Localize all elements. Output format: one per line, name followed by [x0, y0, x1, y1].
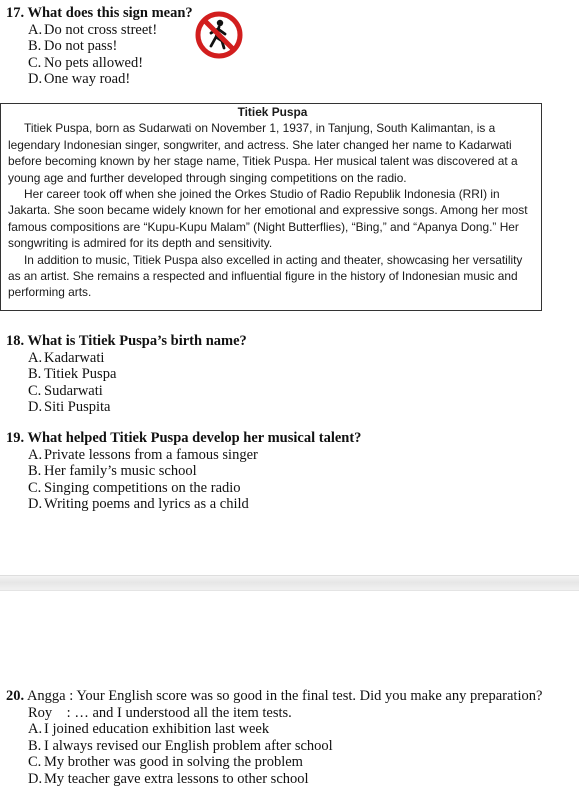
option-a[interactable]: A. Private lessons from a famous singer — [28, 446, 258, 463]
question-18 — [6, 333, 247, 416]
question-19-stem: 19. What helped Titiek Puspa develop her musical talent? — [6, 430, 362, 446]
question-20 — [6, 688, 542, 787]
option-a[interactable]: A. Do not cross street! — [28, 21, 158, 38]
question-19 — [6, 430, 361, 513]
option-c[interactable]: C. Sudarwati — [28, 382, 103, 399]
option-c[interactable]: C. No pets allowed! — [28, 54, 144, 71]
passage-paragraph: Her career took off when she joined the Orkes Studio of Radio Republik Indonesia (RRI) in Jakarta. She soon became widely known for her emotional and expressive songs. Among her most famous compositions are “Kupu-Kupu Malam” (Night Butterflies), “Bing,” and “Apanya Dong.” Her songwriting is admired for its depth and sensitivity. — [8, 187, 528, 251]
option-a[interactable]: A. Kadarwati — [28, 349, 105, 366]
question-17 — [6, 5, 193, 88]
question-20-stem: 20. Angga : Your English score was so good in the final test. Did you make any preparation? — [6, 688, 543, 704]
passage-paragraph: In addition to music, Titiek Puspa also excelled in acting and theater, showcasing her versatility as an artist. She remains a respected and influential figure in the history of Indonesian music and performing arts. — [8, 252, 523, 300]
question-18-stem: 18. What is Titiek Puspa’s birth name? — [6, 333, 247, 349]
option-d[interactable]: D. One way road! — [28, 71, 131, 87]
passage-paragraph: Titiek Puspa, born as Sudarwati on November 1, 1937, in Tanjung, South Kalimantan, is a legendary Indonesian singer, songwriter, and actress. She later changed her name to Kadarwati before becoming known by her stage name, Titiek Puspa. Her musical talent was discovered at a young age and further developed through singing competitions on the radio. — [8, 121, 518, 185]
reading-passage — [0, 103, 542, 311]
option-c[interactable]: C. Singing competitions on the radio — [28, 479, 241, 496]
question-17-stem: 17. What does this sign mean? — [6, 5, 193, 21]
option-d[interactable]: D. My teacher gave extra lessons to other school — [28, 770, 309, 787]
option-d[interactable]: D. Siti Puspita — [28, 399, 111, 415]
page-break-divider — [0, 575, 579, 591]
option-b[interactable]: B. I always revised our English problem after school — [28, 737, 333, 754]
no-pedestrian-sign-icon — [194, 10, 244, 60]
option-b[interactable]: B. Her family’s music school — [28, 463, 197, 479]
option-d[interactable]: D. Writing poems and lyrics as a child — [28, 496, 249, 512]
passage-title: Titiek Puspa — [237, 105, 308, 119]
dialogue-line-roy: Roy : … and I understood all the item tests. — [28, 704, 292, 721]
option-b[interactable]: B. Do not pass! — [28, 38, 118, 54]
option-c[interactable]: C. My brother was good in solving the problem — [28, 754, 303, 770]
option-b[interactable]: B. Titiek Puspa — [28, 366, 117, 382]
option-a[interactable]: A. I joined education exhibition last week — [28, 721, 270, 737]
